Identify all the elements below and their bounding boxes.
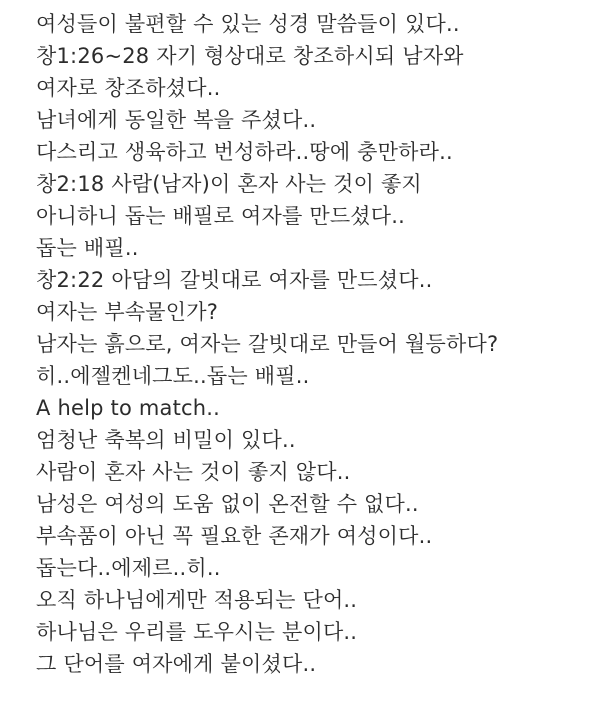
text-line-2: 창1:26~28 자기 형상대로 창조하시되 남자와: [36, 44, 464, 68]
text-line-9: 창2:22 아담의 갈빗대로 여자를 만드셨다..: [36, 268, 433, 292]
text-line-15: 사람이 혼자 사는 것이 좋지 않다..: [36, 460, 351, 484]
text-line-17: 부속품이 아닌 꼭 필요한 존재가 여성이다..: [36, 524, 433, 548]
text-line-18: 돕는다..에제르..히..: [36, 556, 221, 580]
text-line-10: 여자는 부속물인가?: [36, 300, 219, 324]
text-line-4: 남녀에게 동일한 복을 주셨다..: [36, 108, 317, 132]
text-line-7: 아니하니 돕는 배필로 여자를 만드셨다..: [36, 204, 406, 228]
text-line-8: 돕는 배필..: [36, 236, 139, 260]
text-line-16: 남성은 여성의 도움 없이 온전할 수 없다..: [36, 492, 419, 516]
text-line-21: 그 단어를 여자에게 붙이셨다..: [36, 652, 317, 676]
line-text: 여성들이 불편할 수 있는 성경 말씀들이 있다..: [36, 12, 460, 36]
text-line-6: 창2:18 사람(남자)이 혼자 사는 것이 좋지: [36, 172, 422, 196]
text-line-20: 하나님은 우리를 도우시는 분이다..: [36, 620, 358, 644]
text-line-19: 오직 하나님에게만 적용되는 단어..: [36, 588, 358, 612]
text-line-13: A help to match..: [36, 396, 221, 420]
text-line-14: 엄청난 축복의 비밀이 있다..: [36, 428, 296, 452]
text-lines: [36, 8, 596, 680]
text-line-5: 다스리고 생육하고 번성하라..땅에 충만하라..: [36, 140, 453, 164]
text-line-1: [36, 8, 596, 40]
text-line-11: 남자는 흙으로, 여자는 갈빗대로 만들어 월등하다?: [36, 332, 499, 356]
text-line-12: 히..에젤켄네그도..돕는 배필..: [36, 364, 310, 388]
text-line-3: 여자로 창조하셨다..: [36, 76, 221, 100]
